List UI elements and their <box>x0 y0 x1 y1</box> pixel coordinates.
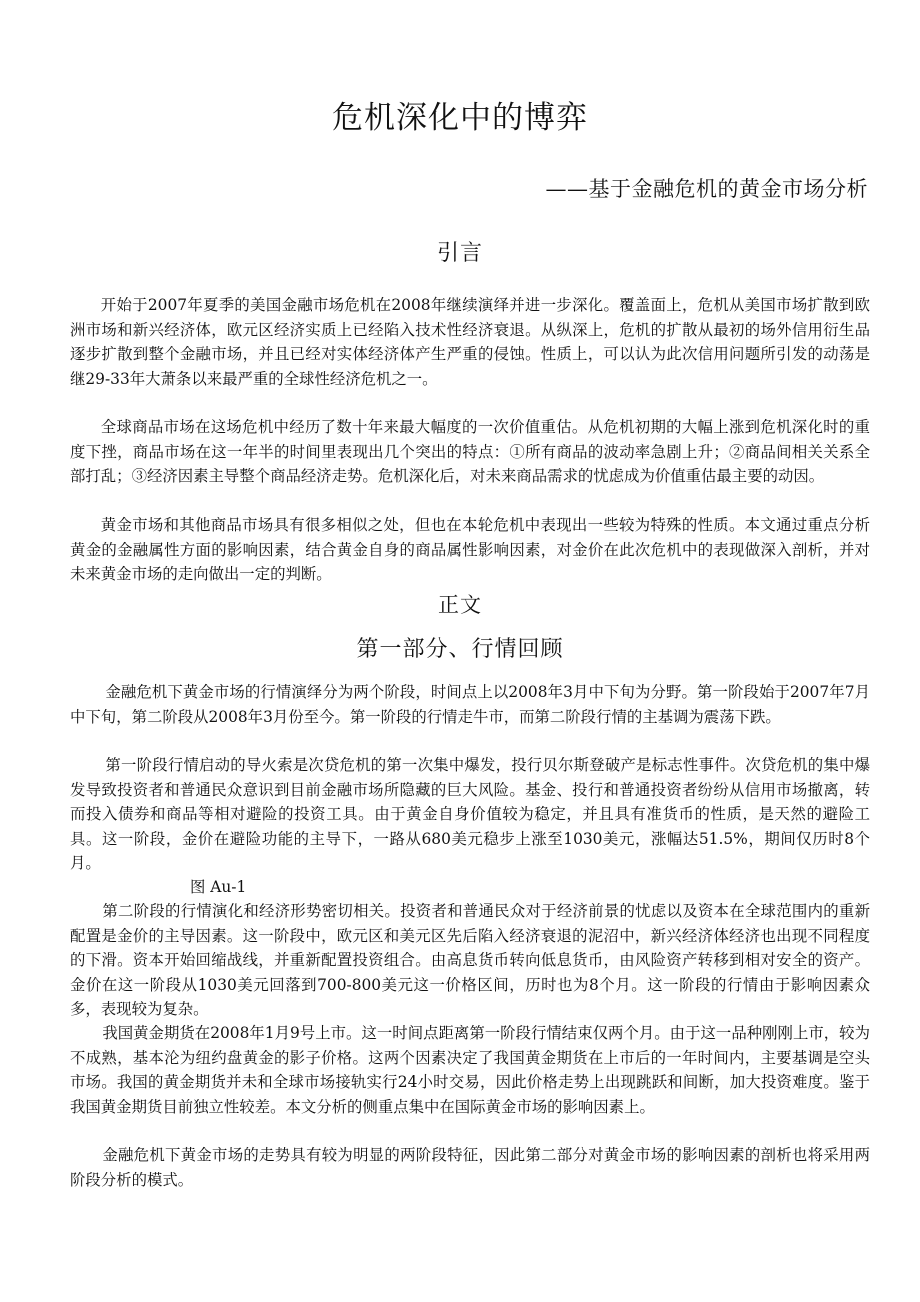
document-title: 危机深化中的博弈 <box>332 100 588 136</box>
paragraph: 黄金市场和其他商品市场具有很多相似之处，但也在本轮危机中表现出一些较为特殊的性质。本文通过重点分析黄金的金融属性方面的影响因素，结合黄金自身的商品属性影响因素，对金价在此次危机中的表现做深入剖析，并对未来黄金市场的走向做出一定的判断。 <box>70 516 870 584</box>
paragraph: 全球商品市场在这场危机中经历了数十年来最大幅度的一次价值重估。从危机初期的大幅上涨到危机深化时的重度下挫，商品市场在这一年半的时间里表现出几个突出的特点：①所有商品的波动率急剧上升；②商品间相关关系全部打乱；③经济因素主导整个商品经济走势。危机深化后，对未来商品需求的忧虑成为价值重估最主要的动因。 <box>70 418 870 486</box>
document-subtitle: ——基于金融危机的黄金市场分析 <box>545 177 868 201</box>
section-heading-intro: 引言 <box>436 241 483 266</box>
section-heading-body: 正文 <box>438 593 482 617</box>
paragraph: 金融危机下黄金市场的走势具有较为明显的两阶段特征，因此第二部分对黄金市场的影响因素的剖析也将采用两阶段分析的模式。 <box>70 1146 870 1189</box>
figure-caption: 图 Au-1 <box>190 878 247 896</box>
paragraph: 第二阶段的行情演化和经济形势密切相关。投资者和普通民众对于经济前景的忧虑以及资本在全球范围内的重新配置是金价的主导因素。这一阶段中，欧元区和美元区先后陷入经济衰退的泥沼中，新兴经济体经济也出现不同程度的下滑。资本开始回缩战线，并重新配置投资组合。由高息货币转向低息货币，由风险资产转移到相对安全的资产。金价在这一阶段从1030美元回落到700-800美元这一价格区间，历时也为8个月。这一阶段的行情由于影响因素众多，表现较为复杂。 <box>70 902 870 1019</box>
paragraph: 我国黄金期货在2008年1月9号上市。这一时间点距离第一阶段行情结束仅两个月。由于这一品种刚刚上市，较为不成熟，基本沦为纽约盘黄金的影子价格。这两个因素决定了我国黄金期货在上市后的一年时间内，主要基调是空头市场。我国的黄金期货并未和全球市场接轨实行24小时交易，因此价格走势上出现跳跃和间断，加大投资难度。鉴于我国黄金期货目前独立性较差。本文分析的侧重点集中在国际黄金市场的影响因素上。 <box>70 1024 870 1116</box>
section-heading-part1: 第一部分、行情回顾 <box>356 637 564 662</box>
paragraph: 金融危机下黄金市场的行情演绎分为两个阶段，时间点上以2008年3月中下旬为分野。第一阶段始于2007年7月中下旬，第二阶段从2008年3月份至今。第一阶段的行情走牛市，而第二阶段行情的主基调为震荡下跌。 <box>70 683 870 726</box>
paragraph: 开始于2007年夏季的美国金融市场危机在2008年继续演绎并进一步深化。覆盖面上，危机从美国市场扩散到欧洲市场和新兴经济体，欧元区经济实质上已经陷入技术性经济衰退。从纵深上，危机的扩散从最初的场外信用衍生品逐步扩散到整个金融市场，并且已经对实体经济体产生严重的侵蚀。性质上，可以认为此次信用问题所引发的动荡是继29-33年大萧条以来最严重的全球性经济危机之一。 <box>70 296 870 388</box>
paragraph: 第一阶段行情启动的导火索是次贷危机的第一次集中爆发，投行贝尔斯登破产是标志性事件。次贷危机的集中爆发导致投资者和普通民众意识到目前金融市场所隐藏的巨大风险。基金、投行和普通投资者纷纷从信用市场撤离，转而投入债券和商品等相对避险的投资工具。由于黄金自身价值较为稳定，并且具有准货币的性质，是天然的避险工具。这一阶段，金价在避险功能的主导下，一路从680美元稳步上涨至1030美元，涨幅达51.5%，期间仅历时8个月。 <box>70 756 870 873</box>
